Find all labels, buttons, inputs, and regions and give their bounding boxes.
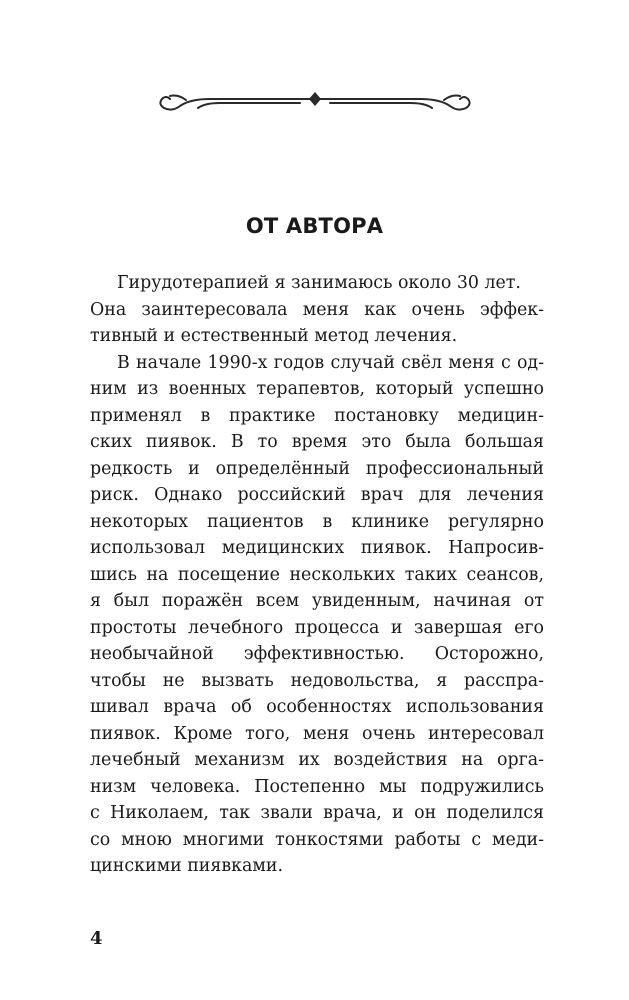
text-line: применял в практике постановку медицин- [90, 405, 544, 426]
text-line: редкость и определённый профессиональный [90, 458, 544, 479]
text-line: В начале 1990-х годов случай свёл меня с од- [117, 352, 544, 373]
chapter-heading: ОТ АВТОРА [245, 214, 384, 238]
body-text [90, 270, 544, 880]
text-line: со мною многими тонкостями работы с меди- [90, 829, 544, 850]
page-number: 4 [90, 928, 103, 949]
decorative-ornament-divider [150, 84, 480, 118]
text-line: необычайной эффективностью. Осторожно, [90, 644, 544, 664]
text-line: лечебный механизм их воздействия на орга- [90, 750, 544, 770]
text-line: шивал врача об особенностях использования [90, 697, 544, 717]
text-line: использовал медицинских пиявок. Напросив- [90, 538, 544, 558]
text-line: тивный и естественный метод лечения. [90, 326, 458, 346]
text-line: Она заинтересовала меня как очень эффек- [90, 299, 544, 320]
text-line: некоторых пациентов в клинике регулярно [90, 511, 544, 532]
text-line: цинскими пиявками. [90, 856, 284, 876]
text-line: шись на посещение нескольких таких сеансов, [90, 564, 544, 585]
text-line: с Николаем, так звали врача, и он поделился [90, 803, 544, 823]
text-line: я был поражён всем увиденным, начиная от [90, 591, 544, 611]
text-line: низм человека. Постепенно мы подружились [90, 776, 544, 797]
text-line: ним из военных терапевтов, который успешно [90, 379, 544, 399]
text-line: ских пиявок. В то время это была большая [90, 432, 544, 452]
text-line: простоты лечебного процесса и завершая его [90, 617, 544, 638]
text-line: Гирудотерапией я занимаюсь около 30 лет. [117, 273, 521, 293]
text-line: пиявок. Кроме того, меня очень интересовал [90, 723, 544, 744]
text-line: чтобы не вызвать недовольства, я расспра- [90, 670, 544, 691]
text-line: риск. Однако российский врач для лечения [90, 485, 544, 505]
